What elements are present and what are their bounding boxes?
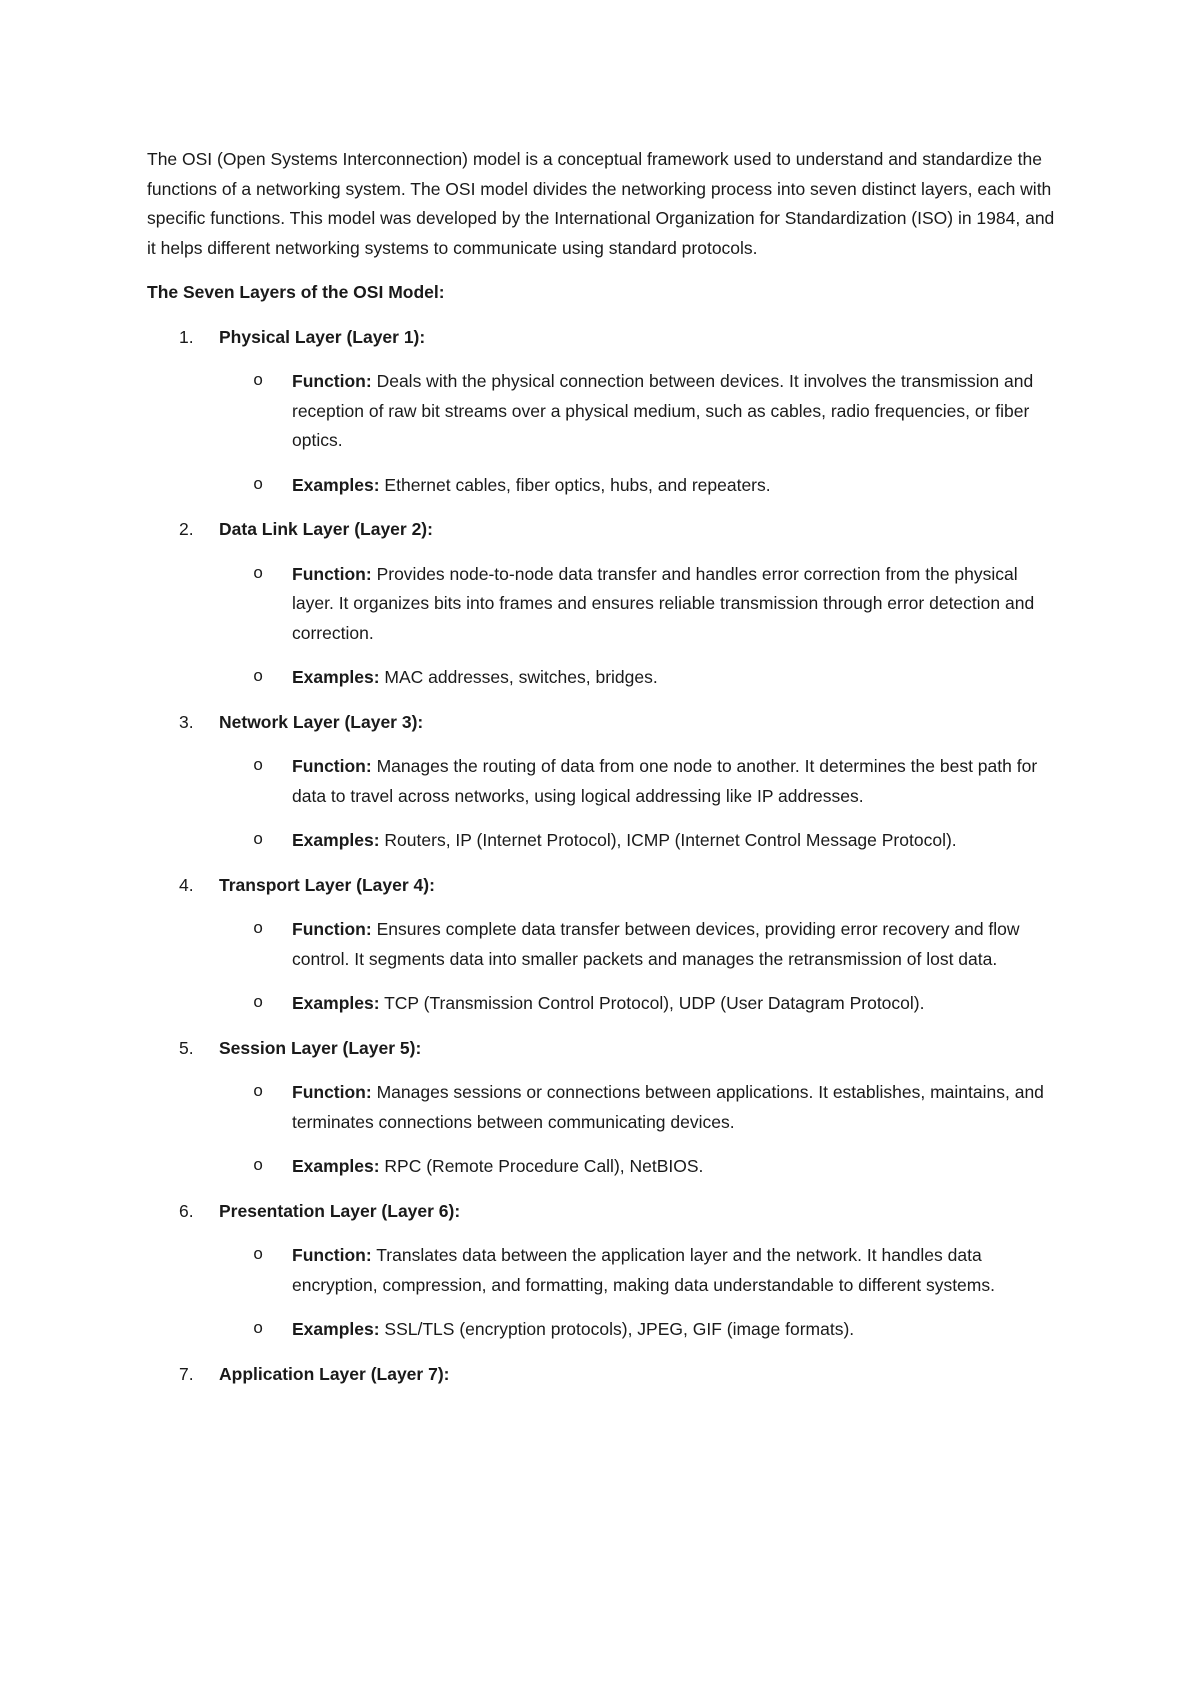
layer-item-7	[147, 1360, 1067, 1390]
bullet-marker: o	[253, 1320, 264, 1339]
layer-title	[147, 871, 1067, 901]
examples-text	[292, 826, 1067, 856]
examples-description: RPC (Remote Procedure Call), NetBIOS.	[384, 1156, 704, 1176]
document-body	[147, 145, 1067, 1404]
examples-bullet	[147, 826, 1067, 856]
layer-number: 4.	[179, 874, 194, 895]
examples-bullet	[147, 1152, 1067, 1182]
examples-text	[292, 1152, 1067, 1182]
layer-name: Presentation Layer (Layer 6):	[219, 1200, 461, 1221]
function-description: Manages the routing of data from one node to another. It determines the best path for data to travel across networks, using logical addressing like IP addresses.	[292, 756, 1038, 806]
function-text	[292, 560, 1067, 649]
examples-description: Routers, IP (Internet Protocol), ICMP (Internet Control Message Protocol).	[384, 830, 957, 850]
examples-text	[292, 989, 1067, 1019]
layer-item-2	[147, 515, 1067, 693]
bullet-marker: o	[253, 1083, 264, 1102]
examples-label: Examples:	[292, 1319, 380, 1339]
function-bullet	[147, 367, 1067, 456]
function-text	[292, 915, 1067, 974]
function-text	[292, 1078, 1067, 1137]
bullet-marker: o	[253, 920, 264, 939]
examples-label: Examples:	[292, 667, 380, 687]
examples-text	[292, 663, 1067, 693]
function-bullet	[147, 1241, 1067, 1300]
function-bullet	[147, 752, 1067, 811]
layer-number: 7.	[179, 1363, 194, 1384]
layer-name: Physical Layer (Layer 1):	[219, 326, 426, 347]
function-label: Function:	[292, 1245, 372, 1265]
bullet-marker: o	[253, 564, 264, 584]
layer-name: Application Layer (Layer 7):	[219, 1363, 450, 1384]
examples-description: MAC addresses, switches, bridges.	[384, 667, 658, 687]
layer-item-1	[147, 323, 1067, 501]
function-label: Function:	[292, 756, 372, 776]
function-text	[292, 367, 1067, 456]
layer-title	[147, 1360, 1067, 1390]
bullet-marker: o	[253, 1246, 264, 1265]
bullet-marker: o	[253, 994, 264, 1013]
bullet-marker: o	[253, 668, 264, 687]
layer-number: 2.	[179, 519, 194, 539]
layer-number: 1.	[179, 326, 194, 347]
function-text	[292, 1241, 1067, 1300]
layer-title	[147, 515, 1067, 545]
layer-title	[147, 1197, 1067, 1227]
function-description: Deals with the physical connection between devices. It involves the transmission and reception of raw bit streams over a physical medium, such as cables, radio frequencies, or fiber optics.	[292, 371, 1034, 450]
examples-description: SSL/TLS (encryption protocols), JPEG, GIF (image formats).	[384, 1319, 855, 1339]
examples-label: Examples:	[292, 993, 380, 1013]
layer-item-4	[147, 871, 1067, 1019]
layer-title	[147, 323, 1067, 353]
function-label: Function:	[292, 919, 372, 939]
examples-bullet	[147, 989, 1067, 1019]
examples-bullet	[147, 1315, 1067, 1345]
examples-label: Examples:	[292, 1156, 380, 1176]
layer-item-5	[147, 1034, 1067, 1182]
bullet-marker: o	[253, 757, 264, 776]
layer-number: 6.	[179, 1200, 194, 1221]
examples-label: Examples:	[292, 474, 380, 495]
examples-bullet	[147, 471, 1067, 501]
layer-number: 3.	[179, 711, 194, 732]
examples-description: Ethernet cables, fiber optics, hubs, and repeaters.	[384, 474, 771, 495]
layer-name: Data Link Layer (Layer 2):	[219, 519, 433, 539]
layer-name: Session Layer (Layer 5):	[219, 1037, 422, 1058]
examples-text	[292, 471, 1067, 501]
examples-text	[292, 1315, 1067, 1345]
function-text	[292, 752, 1067, 811]
layer-title	[147, 1034, 1067, 1064]
bullet-marker: o	[253, 1157, 264, 1176]
layer-number: 5.	[179, 1037, 194, 1058]
function-label: Function:	[292, 371, 372, 391]
section-heading: The Seven Layers of the OSI Model:	[147, 282, 445, 302]
layer-title	[147, 708, 1067, 738]
layer-name: Network Layer (Layer 3):	[219, 711, 424, 732]
function-bullet	[147, 1078, 1067, 1137]
layer-name: Transport Layer (Layer 4):	[219, 874, 435, 895]
function-description: Translates data between the application layer and the network. It handles data encryption, compression, and formatting, making data understandable to different systems.	[292, 1245, 995, 1295]
function-label: Function:	[292, 1082, 372, 1102]
intro-paragraph: The OSI (Open Systems Interconnection) model is a conceptual framework used to understand and standardize the functions of a networking system. The OSI model divides the networking process into seven distinct layers, each with specific functions. This model was developed by the International Organization for Standardization (ISO) in 1984, and it helps different networking systems to communicate using standard protocols.	[147, 149, 1055, 258]
examples-bullet	[147, 663, 1067, 693]
examples-description: TCP (Transmission Control Protocol), UDP (User Datagram Protocol).	[384, 993, 925, 1013]
layer-item-3	[147, 708, 1067, 856]
bullet-marker: o	[253, 475, 264, 495]
function-description: Provides node-to-node data transfer and handles error correction from the physical layer. It organizes bits into frames and ensures reliable transmission through error detection and correction.	[292, 563, 1035, 643]
bullet-marker: o	[253, 831, 264, 850]
function-bullet	[147, 560, 1067, 649]
function-description: Ensures complete data transfer between devices, providing error recovery and flow control. It segments data into smaller packets and manages the retransmission of lost data.	[292, 919, 1020, 969]
examples-label: Examples:	[292, 830, 380, 850]
layer-item-6	[147, 1197, 1067, 1345]
function-label: Function:	[292, 563, 372, 584]
function-bullet	[147, 915, 1067, 974]
function-description: Manages sessions or connections between applications. It establishes, maintains, and terminates connections between communicating devices.	[292, 1082, 1044, 1132]
bullet-marker: o	[253, 372, 264, 391]
